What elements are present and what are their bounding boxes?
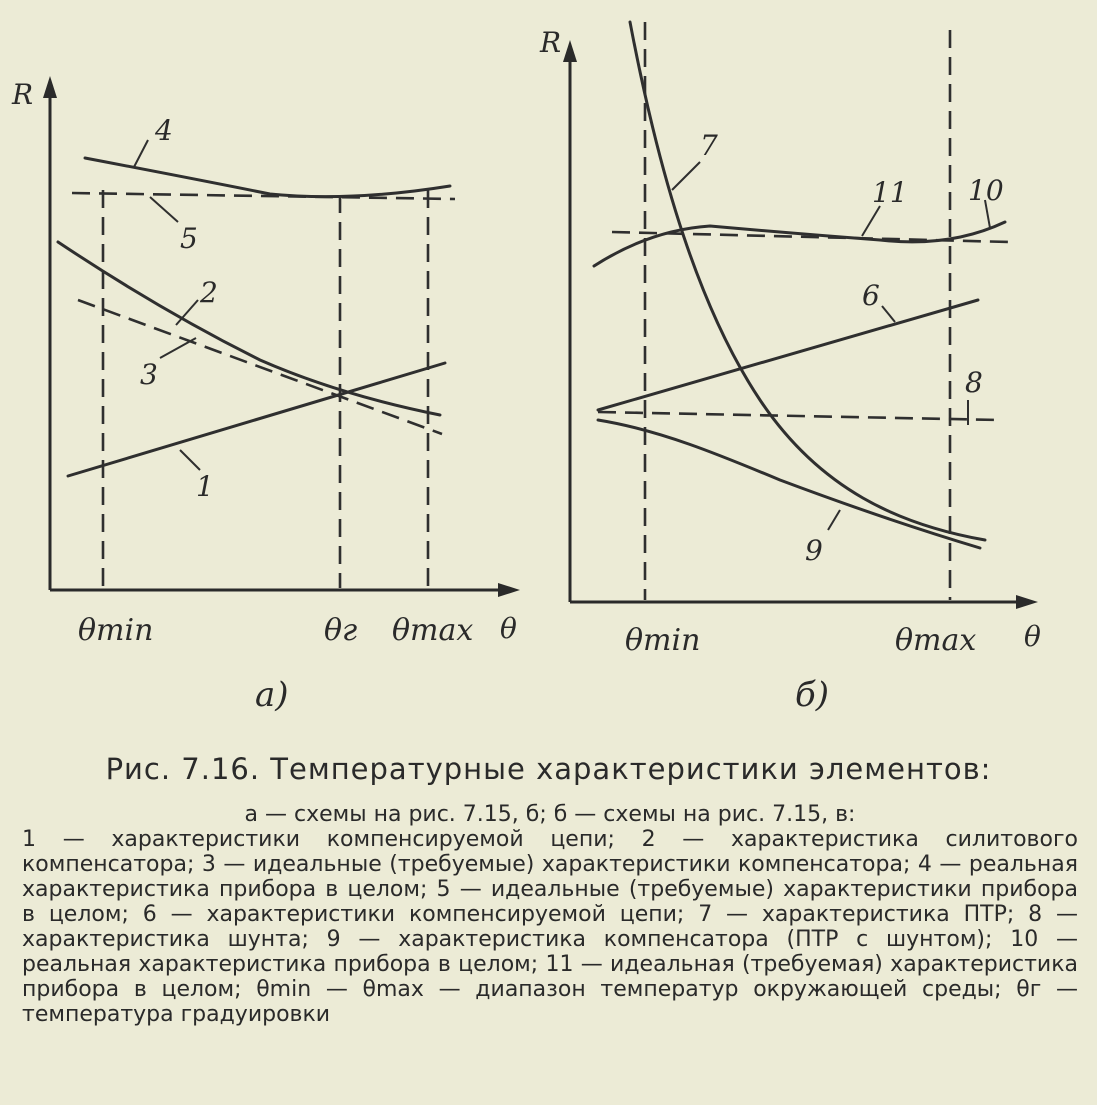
caption-body: 1 — характеристики компенсируемой цепи; 2 — характеристика силитового компенсатора; 3 — идеальные (требуемые) характеристики компенсатора; 4 — реальная характеристика прибора в целом; 5 — идеальные (требуемые) характеристики прибора в целом; 6 — характеристики компенсируемой цепи; 7 — характеристика ПТР; 8 — характеристика шунта; 9 — характеристика компенсатора (ПТР с шунтом); 10 — реальная характеристика прибора в целом; 11 — идеальная (требуемая) характеристика прибора в целом; θmin — θmax — диапазон температур окружающей среды; θг — температура градуировки (22, 827, 1078, 1027)
leader-11 (862, 206, 880, 236)
caption-title: Рис. 7.16. Температурные характеристики элементов: (105, 752, 992, 786)
line-1 (68, 363, 445, 476)
panel-a-label: а) (255, 675, 289, 715)
panel-a-x-label: θ (500, 612, 517, 645)
tick-a-max: θmax (392, 613, 474, 648)
leader-4 (134, 140, 148, 167)
curve-2 (58, 242, 440, 415)
panel-b (539, 22, 1041, 715)
curve-7 (630, 22, 985, 540)
panel-b-x-label: θ (1024, 620, 1041, 653)
tick-b-min: θmin (625, 623, 701, 658)
label-6: 6 (862, 279, 880, 312)
leader-5 (150, 197, 178, 222)
tick-b-max: θmax (895, 623, 977, 658)
panel-a-y-arrow (43, 76, 57, 98)
label-8: 8 (965, 366, 983, 399)
label-5: 5 (180, 222, 198, 255)
panel-b-y-arrow (563, 40, 577, 62)
panel-b-x-arrow (1016, 595, 1038, 609)
leader-9 (828, 510, 840, 530)
caption-text (22, 802, 1078, 1027)
line-6 (598, 300, 978, 410)
label-7: 7 (700, 129, 718, 162)
label-4: 4 (155, 114, 173, 147)
tick-a-min: θmin (78, 613, 154, 648)
tick-a-gr: θг (324, 613, 358, 648)
panel-b-label: б) (795, 675, 830, 715)
label-11: 11 (872, 176, 908, 209)
panel-b-y-label: R (540, 26, 562, 59)
label-3: 3 (140, 358, 158, 391)
label-9: 9 (805, 534, 823, 567)
leader-7 (672, 162, 700, 190)
leader-6 (882, 306, 895, 322)
label-2: 2 (200, 276, 218, 309)
label-1: 1 (196, 470, 214, 503)
curve-10 (594, 222, 1005, 266)
curve-4 (85, 158, 450, 197)
leader-3 (160, 338, 196, 358)
leader-1 (180, 450, 200, 470)
panel-a (11, 76, 520, 715)
line-8 (598, 412, 1000, 420)
caption-intro: а — схемы на рис. 7.15, б; б — схемы на рис. 7.15, в: (244, 802, 856, 827)
label-10: 10 (968, 174, 1004, 207)
panel-a-y-label: R (12, 78, 34, 111)
panel-a-x-arrow (498, 583, 520, 597)
line-3 (78, 300, 442, 434)
